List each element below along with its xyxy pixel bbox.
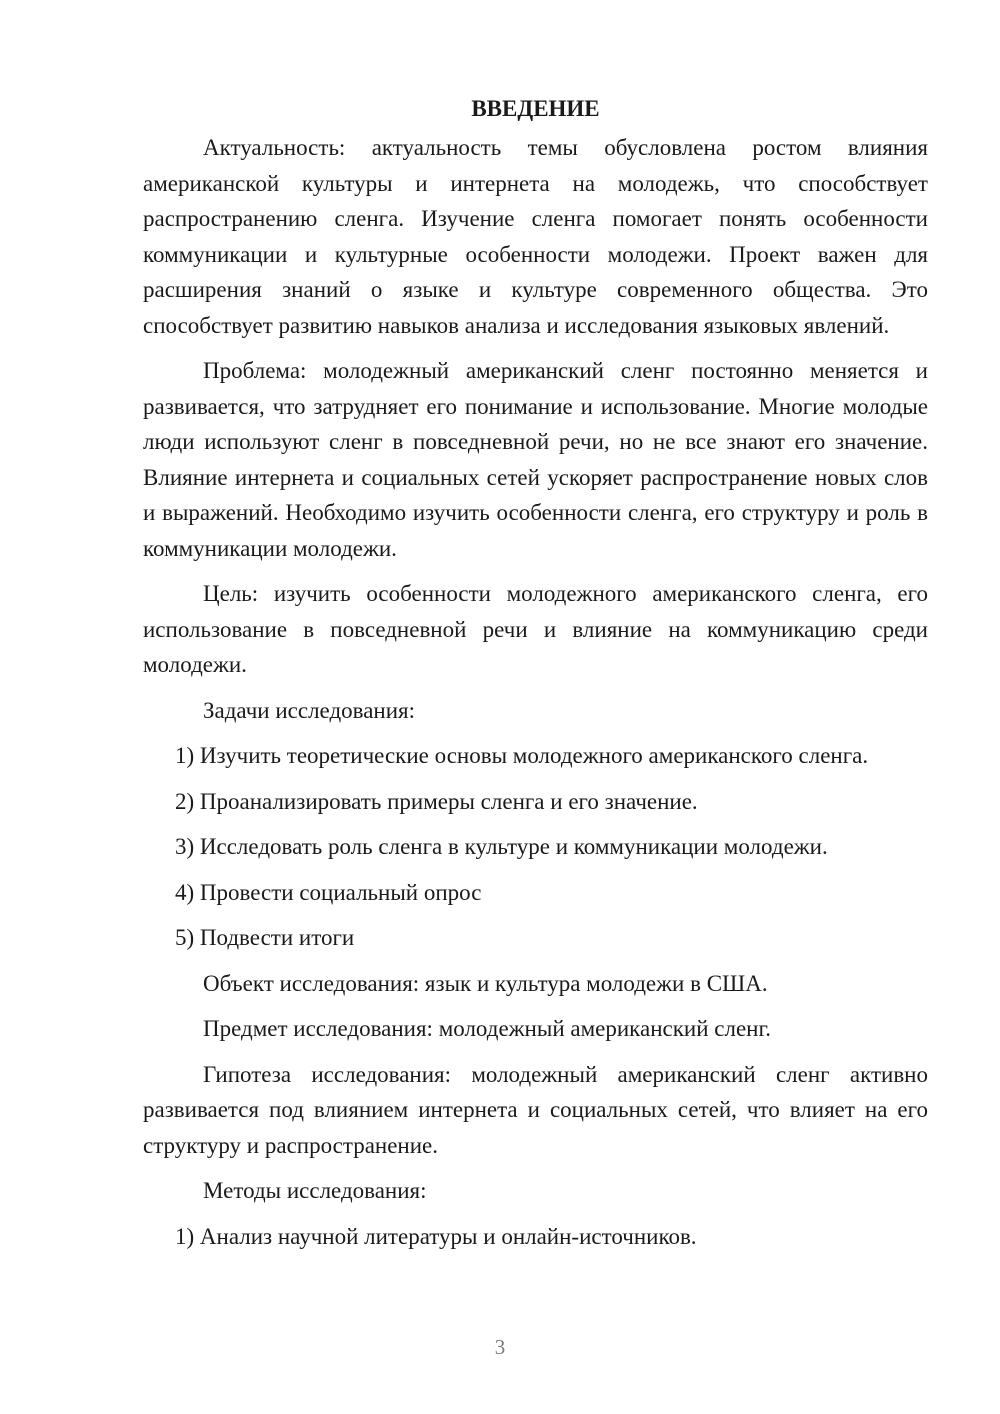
method-item: 1) Анализ научной литературы и онлайн-источников. — [175, 1223, 697, 1249]
tasks-heading: Задачи исследования: — [203, 697, 416, 723]
task-item: 2) Проанализировать примеры сленга и его значение. — [175, 788, 698, 814]
hypothesis-paragraph: Гипотеза исследования: молодежный американский сленг активно развивается под влиянием интернета и социальных сетей, что влияет на его структуру и распространение. — [143, 1061, 928, 1158]
section-heading: ВВЕДЕНИЕ — [471, 96, 600, 121]
task-item: 1) Изучить теоретические основы молодежного американского сленга. — [175, 743, 869, 768]
page-number: 3 — [494, 1335, 506, 1359]
document-body — [143, 92, 928, 1264]
task-item: 5) Подвести итоги — [175, 925, 355, 950]
goal-paragraph: Цель: изучить особенности молодежного американского сленга, его использование в повседневной речи и влияние на коммуникацию среди молодежи. — [143, 581, 928, 677]
task-item: 4) Провести социальный опрос — [175, 879, 482, 905]
problem-paragraph: Проблема: молодежный американский сленг постоянно меняется и развивается, что затрудняет его понимание и использование. Многие молодые люди используют сленг в повседневной речи, но не все знают его значение. Влияние интернета и социальных сетей ускоряет распространение новых слов и выражений. Необходимо изучить особенности сленга, его структуру и роль в коммуникации молодежи. — [143, 358, 928, 561]
relevance-paragraph: Актуальность: актуальность темы обусловлена ростом влияния американской культуры и интернета на молодежь, что способствует распространению сленга. Изучение сленга помогает понять особенности коммуникации и культурные особенности молодежи. Проект важен для расширения знаний о языке и культуре современного общества. Это способствует развитию навыков анализа и исследования языковых явлений. — [143, 135, 928, 338]
subject-line: Предмет исследования: молодежный американский сленг. — [203, 1016, 772, 1041]
task-item: 3) Исследовать роль сленга в культуре и коммуникации молодежи. — [175, 834, 828, 859]
methods-heading: Методы исследования: — [203, 1178, 427, 1203]
object-line: Объект исследования: язык и культура молодежи в США. — [203, 970, 768, 996]
